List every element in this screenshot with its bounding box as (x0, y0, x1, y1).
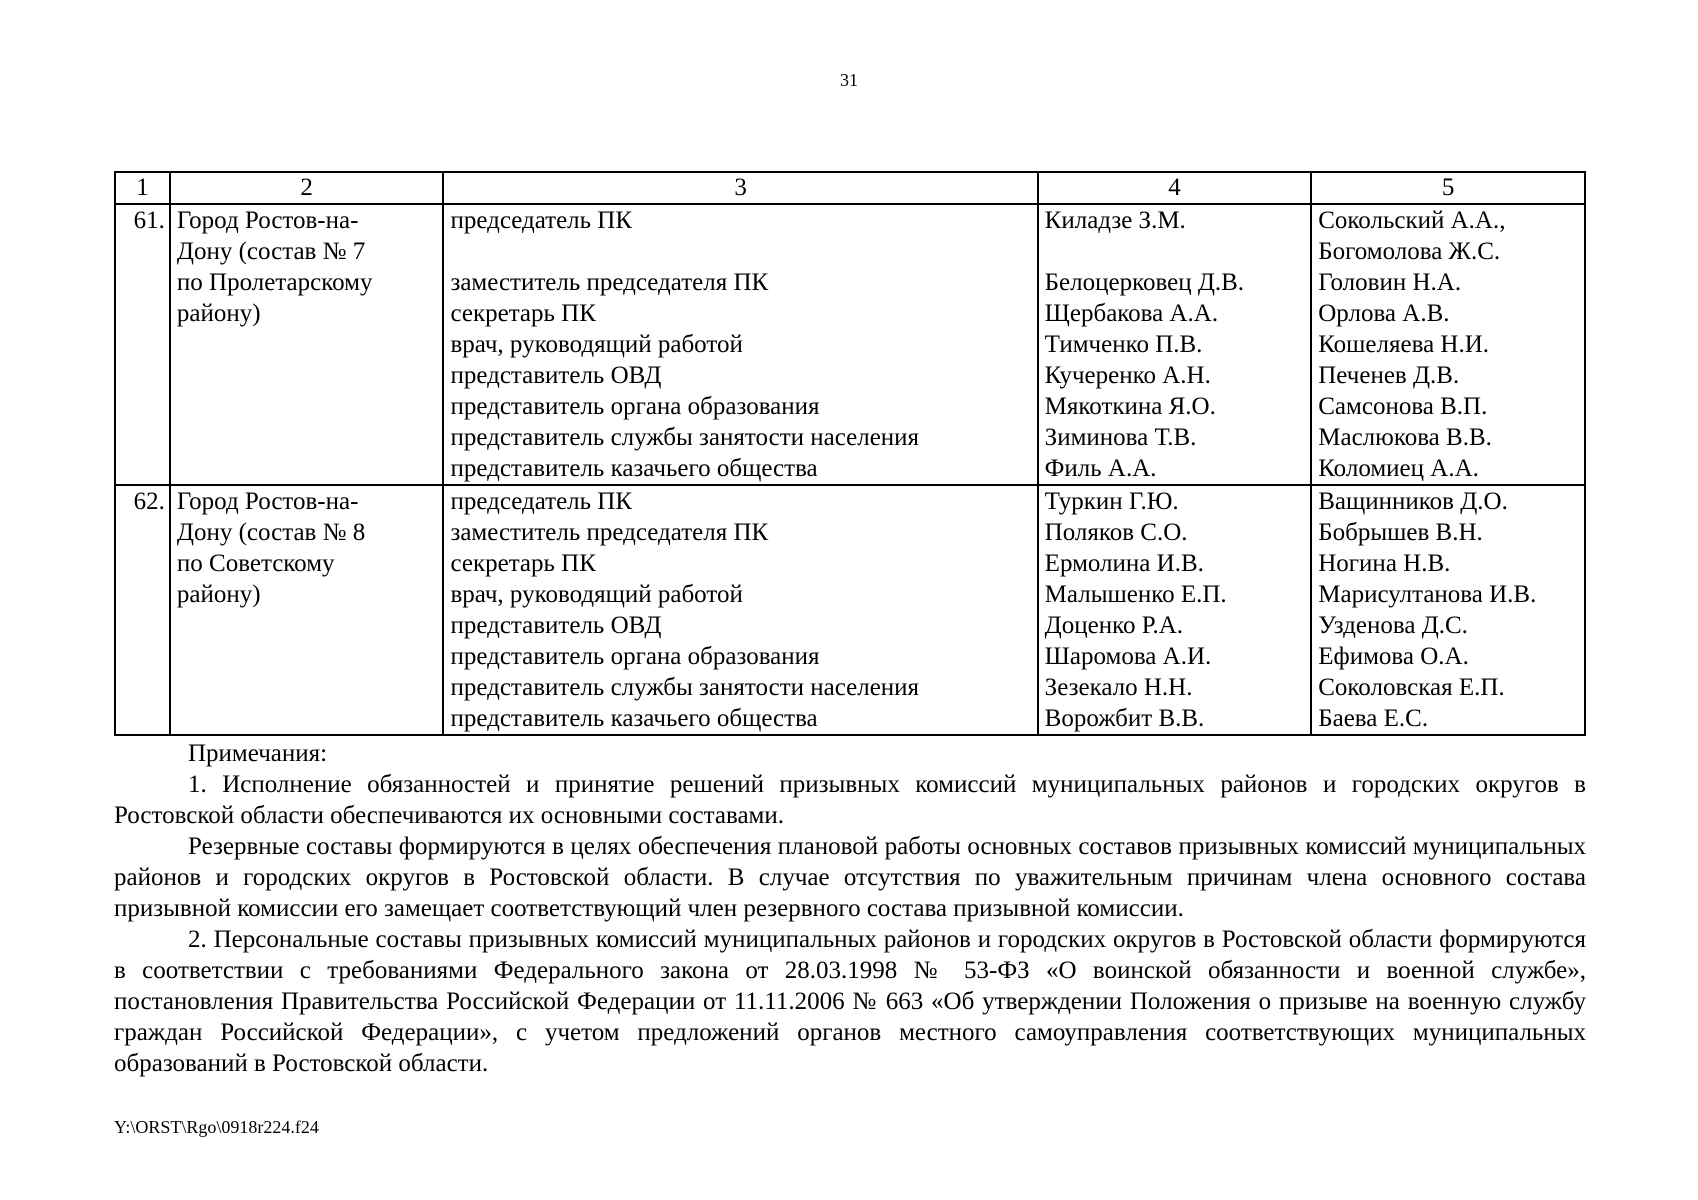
file-path-footer: Y:\ORST\Rgo\0918r224.f24 (114, 1117, 319, 1137)
note-paragraph: 2. Персональные составы призывных комиссий муниципальных районов и городских округов в Ростовской области формируются в соответствии с требованиями Федерального закона от 28.03.1998 № 53-ФЗ «О воинской обязанности и военной службе», постановления Правительства Российской Федерации от 11.11.2006 № 663 «Об утверждении Положения о призыве на военную службу граждан Российской Федерации», с учетом предложений органов местного самоуправления соответствующих муниципальных образований в Ростовской области. (114, 926, 1586, 1077)
position-line (450, 236, 1030, 267)
district-line: Дону (состав № 8 (176, 519, 366, 546)
district-line: по Советскому (176, 550, 335, 577)
district-line: Город Ростов-на- (176, 207, 359, 234)
notes-section (114, 738, 1586, 1079)
column-header: 3 (443, 172, 1037, 204)
member-line: Туркин Г.Ю. (1044, 488, 1179, 515)
position-line: представитель ОВД (450, 362, 662, 389)
member-line: Филь А.А. (1044, 455, 1157, 482)
member-line: Щербакова А.А. (1044, 300, 1219, 327)
member-line: Шаромова А.И. (1044, 643, 1212, 670)
position-line: представитель службы занятости населения (450, 674, 920, 701)
reserve-line: Узденова Д.С. (1318, 612, 1468, 639)
reserve-line: Кошеляева Н.И. (1318, 331, 1490, 358)
district-line: по Пролетарскому (176, 269, 373, 296)
reserve-line: Коломиец А.А. (1318, 455, 1479, 482)
position-line: председатель ПК (450, 488, 633, 515)
reserve-line: Богомолова Ж.С. (1318, 238, 1501, 265)
member-line: Кучеренко А.Н. (1044, 362, 1211, 389)
table-row (115, 204, 1585, 485)
column-header: 5 (1311, 172, 1585, 204)
position-line: представитель службы занятости населения (450, 424, 920, 451)
member-line: Мякоткина Я.О. (1044, 393, 1216, 420)
main-members-cell (1038, 485, 1312, 735)
position-line: секретарь ПК (450, 300, 596, 327)
position-line: представитель казачьего общества (450, 705, 818, 732)
member-line: Поляков С.О. (1044, 519, 1188, 546)
position-line: врач, руководящий работой (450, 331, 743, 358)
district-line: Город Ростов-на- (176, 488, 359, 515)
commission-table (114, 171, 1586, 736)
row-number: 61. (115, 204, 170, 485)
table-header-row (115, 172, 1585, 204)
position-line: секретарь ПК (450, 550, 596, 577)
reserve-line: Ногина Н.В. (1318, 550, 1451, 577)
member-line (1045, 236, 1305, 267)
member-line: Малышенко Е.П. (1044, 581, 1227, 608)
member-line: Белоцерковец Д.В. (1044, 269, 1245, 296)
positions-cell (443, 485, 1037, 735)
table-row (115, 485, 1585, 735)
member-line: Доценко Р.А. (1044, 612, 1184, 639)
column-header: 2 (170, 172, 444, 204)
notes-title: Примечания: (188, 740, 328, 767)
member-line: Тимченко П.В. (1044, 331, 1203, 358)
positions-cell (443, 204, 1037, 485)
reserve-line: Головин Н.А. (1318, 269, 1462, 296)
district-line: Дону (состав № 7 (176, 238, 366, 265)
member-line: Зиминова Т.В. (1044, 424, 1197, 451)
reserve-line: Бобрышев В.Н. (1318, 519, 1483, 546)
reserve-line: Сокольский А.А., (1318, 207, 1506, 234)
reserve-line: Марисултанова И.В. (1318, 581, 1537, 608)
reserve-members-cell (1311, 204, 1585, 485)
reserve-line: Ващинников Д.О. (1318, 488, 1508, 515)
reserve-line: Орлова А.В. (1318, 300, 1450, 327)
note-paragraph: 1. Исполнение обязанностей и принятие решений призывных комиссий муниципальных районов и городских округов в Ростовской области обеспечиваются их основными составами. (114, 771, 1586, 829)
reserve-line: Печенев Д.В. (1318, 362, 1460, 389)
column-header: 1 (115, 172, 170, 204)
position-line: представитель органа образования (450, 643, 820, 670)
reserve-line: Ефимова О.А. (1318, 643, 1469, 670)
position-line: представитель казачьего общества (450, 455, 818, 482)
reserve-members-cell (1311, 485, 1585, 735)
member-line: Зезекало Н.Н. (1044, 674, 1193, 701)
district-line: району) (176, 300, 261, 327)
position-line: заместитель председателя ПК (450, 519, 769, 546)
row-number: 62. (115, 485, 170, 735)
main-members-cell (1038, 204, 1312, 485)
reserve-line: Маслюкова В.В. (1318, 424, 1492, 451)
reserve-line: Баева Е.С. (1318, 705, 1429, 732)
position-line: представитель ОВД (450, 612, 662, 639)
position-line: врач, руководящий работой (450, 581, 743, 608)
page-number: 31 (840, 70, 858, 90)
district-line: району) (176, 581, 261, 608)
position-line: заместитель председателя ПК (450, 269, 769, 296)
member-line: Киладзе З.М. (1044, 207, 1186, 234)
reserve-line: Самсонова В.П. (1318, 393, 1488, 420)
district-cell (170, 485, 444, 735)
member-line: Ворожбит В.В. (1044, 705, 1205, 732)
reserve-line: Соколовская Е.П. (1318, 674, 1505, 701)
district-cell (170, 204, 444, 485)
column-header: 4 (1038, 172, 1312, 204)
position-line: председатель ПК (450, 207, 633, 234)
member-line: Ермолина И.В. (1044, 550, 1204, 577)
position-line: представитель органа образования (450, 393, 820, 420)
note-paragraph: Резервные составы формируются в целях обеспечения плановой работы основных составов призывных комиссий муниципальных районов и городских округов в Ростовской области. В случае отсутствия по уважительным причинам члена основного состава призывной комиссии его замещает соответствующий член резервного состава призывной комиссии. (114, 833, 1586, 922)
